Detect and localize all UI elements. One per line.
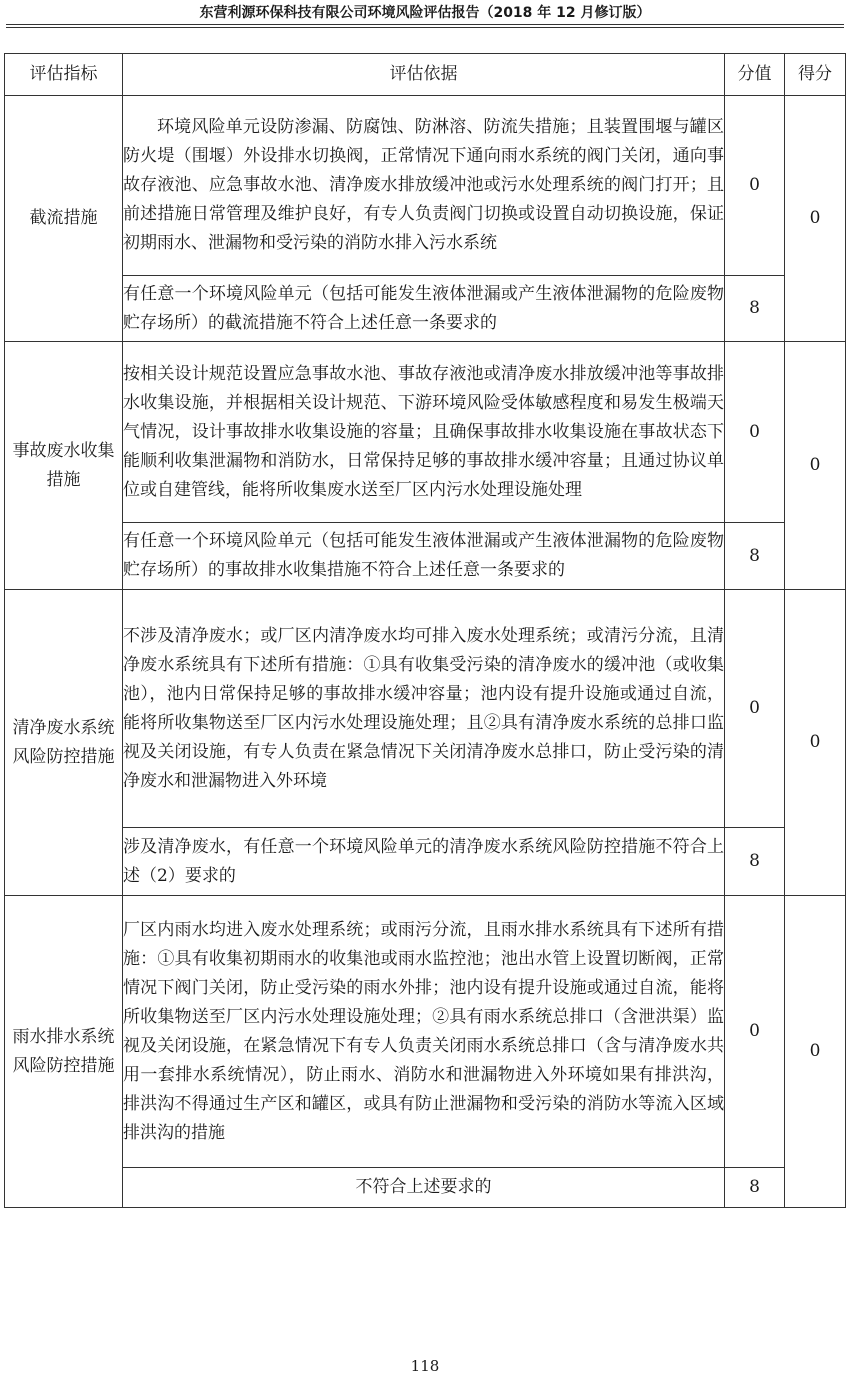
indicator-cell: 事故废水收集措施 xyxy=(5,342,123,590)
value-cell: 8 xyxy=(725,1168,785,1208)
table-row xyxy=(5,896,846,1168)
table-header-row xyxy=(5,54,846,96)
value-cell: 8 xyxy=(725,523,785,590)
table-row xyxy=(5,828,846,896)
value-cell: 8 xyxy=(725,828,785,896)
indicator-cell: 清净废水系统风险防控措施 xyxy=(5,590,123,896)
basis-cell: 厂区内雨水均进入废水处理系统；或雨污分流，且雨水排水系统具有下述所有措施：①具有收集初期雨水的收集池或雨水监控池；池出水管上设置切断阀，正常情况下阀门关闭，防止受污染的雨水外排；池内设有提升设施或通过自流，能将所收集物送至厂区内污水处理设施处理；②具有雨水系统总排口（含泄洪渠）监视及关闭设施，在紧急情况下有专人负责关闭雨水系统总排口（含与清净废水共用一套排水系统情况），防止雨水、消防水和泄漏物进入外环境如果有排洪沟，排洪沟不得通过生产区和罐区，或具有防止泄漏物和受污染的消防水等流入区域排洪沟的措施 xyxy=(123,896,725,1168)
score-cell: 0 xyxy=(785,896,846,1208)
table-row xyxy=(5,590,846,828)
value-cell: 8 xyxy=(725,276,785,342)
basis-cell: 不涉及清净废水；或厂区内清净废水均可排入废水处理系统；或清污分流，且清净废水系统具有下述所有措施：①具有收集受污染的清净废水的缓冲池（或收集池），池内日常保持足够的事故排水缓冲容量；池内设有提升设施或通过自流，能将所收集物送至厂区内污水处理设施处理；且②具有清净废水系统的总排口监视及关闭设施，有专人负责在紧急情况下关闭清净废水总排口，防止受污染的清净废水和泄漏物进入外环境 xyxy=(123,590,725,828)
table-row xyxy=(5,1168,846,1208)
value-cell: 0 xyxy=(725,96,785,276)
indicator-cell: 雨水排水系统风险防控措施 xyxy=(5,896,123,1208)
basis-cell: 有任意一个环境风险单元（包括可能发生液体泄漏或产生液体泄漏物的危险废物贮存场所）的截流措施不符合上述任意一条要求的 xyxy=(123,276,725,342)
score-cell: 0 xyxy=(785,590,846,896)
indicator-cell: 截流措施 xyxy=(5,96,123,342)
evaluation-table xyxy=(4,53,846,1208)
basis-cell: 有任意一个环境风险单元（包括可能发生液体泄漏或产生液体泄漏物的危险废物贮存场所）的事故排水收集措施不符合上述任意一条要求的 xyxy=(123,523,725,590)
basis-cell: 不符合上述要求的 xyxy=(123,1168,725,1208)
table-row xyxy=(5,523,846,590)
basis-cell: 环境风险单元设防渗漏、防腐蚀、防淋溶、防流失措施；且装置围堰与罐区防火堤（围堰）外设排水切换阀，正常情况下通向雨水系统的阀门关闭，通向事故存液池、应急事故水池、清净废水排放缓冲池或污水处理系统的阀门打开；且前述措施日常管理及维护良好，有专人负责阀门切换或设置自动切换设施，保证初期雨水、泄漏物和受污染的消防水排入污水系统 xyxy=(123,96,725,276)
value-cell: 0 xyxy=(725,342,785,523)
table-row xyxy=(5,342,846,523)
value-cell: 0 xyxy=(725,590,785,828)
score-cell: 0 xyxy=(785,96,846,342)
header-rule xyxy=(6,24,844,25)
basis-cell: 涉及清净废水，有任意一个环境风险单元的清净废水系统风险防控措施不符合上述（2）要求的 xyxy=(123,828,725,896)
page-header: 东营利源环保科技有限公司环境风险评估报告（2018 年 12 月修订版） xyxy=(199,5,651,21)
column-header-indicator: 评估指标 xyxy=(5,54,123,96)
table-row xyxy=(5,276,846,342)
column-header-value: 分值 xyxy=(725,54,785,96)
column-header-score: 得分 xyxy=(785,54,846,96)
table-row xyxy=(5,96,846,276)
page-number: 118 xyxy=(410,1357,440,1375)
header-rule-secondary xyxy=(6,27,844,28)
basis-cell: 按相关设计规范设置应急事故水池、事故存液池或清净废水排放缓冲池等事故排水收集设施，并根据相关设计规范、下游环境风险受体敏感程度和易发生极端天气情况，设计事故排水收集设施的容量；且确保事故排水收集设施在事故状态下能顺利收集泄漏物和消防水，日常保持足够的事故排水缓冲容量；且通过协议单位或自建管线，能将所收集废水送至厂区内污水处理设施处理 xyxy=(123,342,725,523)
column-header-basis: 评估依据 xyxy=(123,54,725,96)
value-cell: 0 xyxy=(725,896,785,1168)
score-cell: 0 xyxy=(785,342,846,590)
